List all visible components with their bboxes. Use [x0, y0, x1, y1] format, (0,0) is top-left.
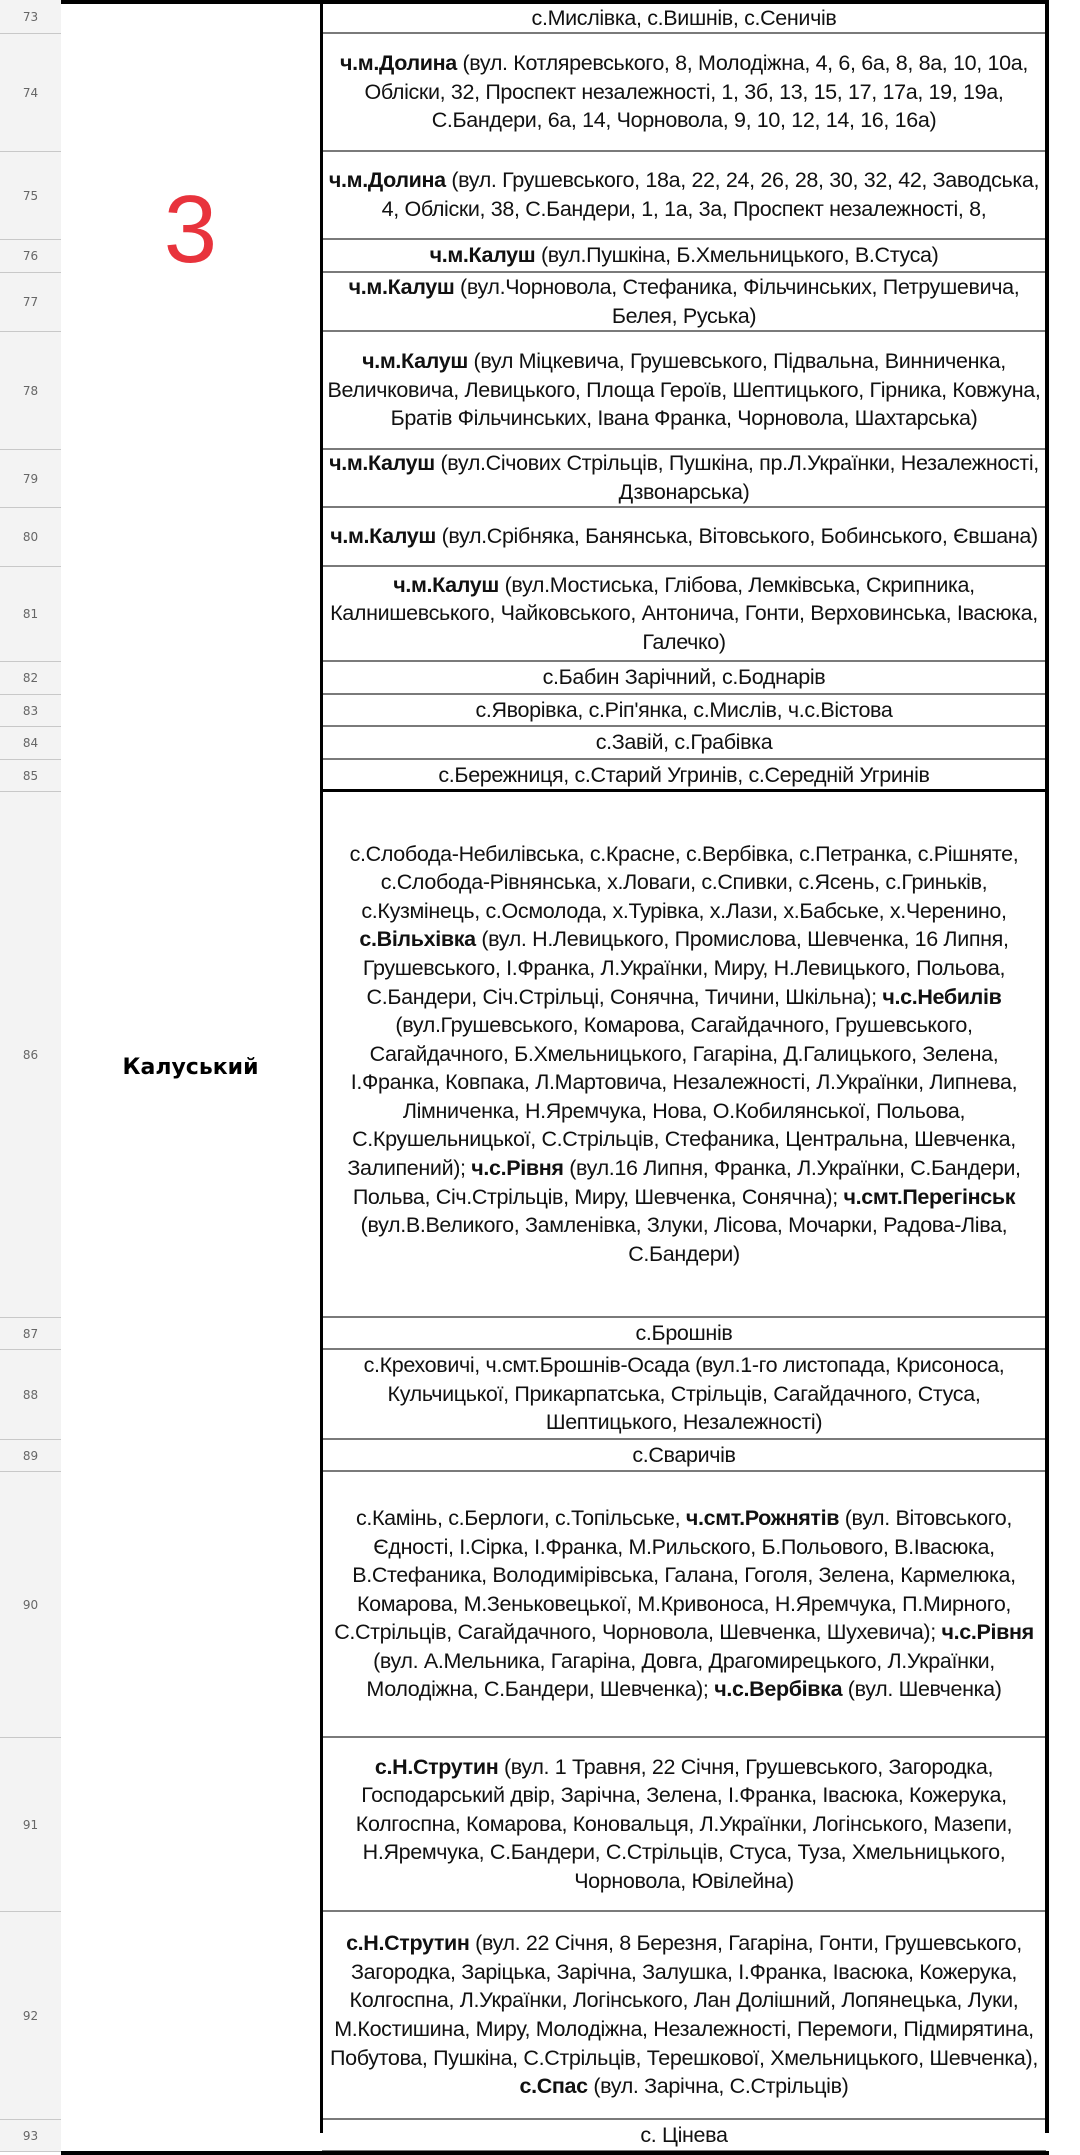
- cell-text: [430, 241, 939, 270]
- row-header[interactable]: 88: [0, 1350, 61, 1440]
- row-header[interactable]: 74: [0, 34, 61, 152]
- street-list: (вул.Січових Стрільців, Пушкіна, пр.Л.Українки, Незалежності, Дзвонарська): [434, 451, 1039, 504]
- address-cell[interactable]: [322, 1738, 1046, 1912]
- cell-text: [326, 273, 1042, 330]
- street-list: с.Креховичі, ч.смт.Брошнів-Осада (вул.1-го листопада, Крисоноса, Кульчицької, Прикарпатська, Стрільців, Сагайдачного, Стуса, Шептицького, Незалежності): [363, 1353, 1005, 1435]
- locality-name: ч.м.Калуш: [329, 451, 435, 476]
- street-list: (вул. 22 Січня, 8 Березня, Гагаріна, Гонти, Грушевського, Загородка, Заріцька, Зарічна, Залушка, І.Франка, Івасюка, Кожерука, Колгоспна, Л.Українки, Логінського, Лан Долішний, Лопянецька, Луки, М.Костишина, Миру, Молодіжна, Незалежності, Перемоги, Підмирятина, Побутова, Пушкіна, С.Стрільців, Терешкової, Хмельницького, Шевченка),: [330, 1931, 1038, 2070]
- address-cell[interactable]: [322, 273, 1046, 332]
- locality-name: с.Вільхівка: [359, 927, 476, 952]
- locality-name: ч.м.Калуш: [348, 274, 455, 299]
- cell-text: [640, 2121, 727, 2150]
- address-cell[interactable]: [322, 567, 1046, 662]
- cell-text: [438, 761, 929, 790]
- locality-name: с.Спас: [519, 2074, 588, 2099]
- cell-text: [326, 571, 1042, 657]
- row-header[interactable]: 76: [0, 240, 61, 273]
- cell-text: [326, 449, 1042, 506]
- cell-text: [326, 347, 1042, 433]
- row-header[interactable]: 89: [0, 1440, 61, 1472]
- street-list: (вул.Чорновола, Стефаника, Фільчинських, Петрушевича, Белея, Руська): [454, 274, 1020, 328]
- address-cell[interactable]: [322, 240, 1046, 273]
- row-header[interactable]: 80: [0, 508, 61, 567]
- cell-text: [636, 1319, 733, 1348]
- street-list: (вул. Вітовського, Єдності, І.Сірка, І.Франка, М.Рильского, Б.Польового, В.Івасюка, В.Стефаника, Володимірівська, Галана, Гоголя, Зелена, Кармелюка, Комарова, М.Зеньковецької, М.Кривоноса, Н.Яремчука, П.Мирного, С.Стрільців, Сагайдачного, Чорновола, Шевченка, Шухевича);: [334, 1505, 1016, 1645]
- locality-name: ч.с.Рівня: [471, 1156, 564, 1181]
- address-cell[interactable]: [322, 1912, 1046, 2120]
- street-list: с.Мислівка, с.Вишнів, с.Сеничів: [531, 5, 837, 30]
- street-list: с.Брошнів: [635, 1320, 733, 1345]
- cell-text: [632, 1441, 735, 1470]
- address-cell[interactable]: [322, 1440, 1046, 1472]
- address-cell[interactable]: [322, 508, 1046, 567]
- address-cell[interactable]: [322, 152, 1046, 240]
- locality-name: ч.м.Долина: [340, 51, 457, 76]
- address-cell[interactable]: [322, 1318, 1046, 1350]
- row-header[interactable]: 75: [0, 152, 61, 240]
- address-cell[interactable]: [322, 1350, 1046, 1440]
- cell-text: [475, 696, 892, 725]
- row-header[interactable]: 84: [0, 727, 61, 760]
- column-border-left: [320, 0, 323, 2133]
- cell-text: [330, 522, 1038, 551]
- row-header[interactable]: 90: [0, 1472, 61, 1738]
- row-header[interactable]: 91: [0, 1738, 61, 1912]
- row-header[interactable]: 92: [0, 1912, 61, 2120]
- address-cell[interactable]: [322, 2120, 1046, 2152]
- locality-name: ч.с.Небилів: [882, 984, 1002, 1009]
- locality-name: ч.с.Вербівка: [714, 1677, 843, 1702]
- street-list: (вул.В.Великого, Замленівка, Злуки, Лісова, Мочарки, Радова-Ліва, С.Бандери): [360, 1213, 1008, 1266]
- street-list: с.Яворівка, с.Ріп'янка, с.Мислів, ч.с.Вістова: [475, 697, 893, 722]
- row-header[interactable]: 85: [0, 760, 61, 792]
- street-list: (вул. Зарічна, С.Стрільців): [587, 2074, 849, 2099]
- locality-name: с.Н.Струтин: [374, 1754, 499, 1779]
- street-list: с.Камінь, с.Берлоги, с.Топільське,: [355, 1505, 686, 1530]
- cell-text: [326, 1929, 1042, 2101]
- cell-text: [532, 4, 837, 33]
- street-list: (вул. Грушевського, 18а, 22, 24, 26, 28, 30, 32, 42, Заводська, 4, Обліски, 38, С.Бандери, 1, 1а, 3а, Проспект незалежності, 8,: [381, 168, 1040, 221]
- address-cell[interactable]: [322, 1472, 1046, 1738]
- group-number: 3: [163, 176, 218, 283]
- locality-name: с.Н.Струтин: [346, 1931, 470, 1956]
- street-list: (вул. Котляревського, 8, Молодіжна, 4, 6, 6а, 8, 8а, 10, 10а, Обліски, 32, Проспект незалежності, 1, 3б, 13, 15, 17, 17а, 19, 19а, С.Бандери, 6а, 14, Чорновола, 9, 10, 12, 14, 16, 16а): [364, 51, 1028, 133]
- locality-name: ч.с.Рівня: [941, 1620, 1034, 1645]
- row-header[interactable]: 81: [0, 567, 61, 662]
- row-header[interactable]: 83: [0, 695, 61, 727]
- row-header[interactable]: 86: [0, 792, 61, 1318]
- row-header[interactable]: 82: [0, 662, 61, 695]
- address-cell[interactable]: [322, 695, 1046, 727]
- address-cell[interactable]: [322, 792, 1046, 1318]
- street-list: (вул.Пушкіна, Б.Хмельницького, В.Стуса): [535, 243, 939, 268]
- street-list: (вул. А.Мельника, Гагаріна, Довга, Драгомирецького, Л.Українки, Молодіжна, С.Бандери, Шевченка);: [366, 1648, 995, 1702]
- locality-name: ч.смт.Рожнятів: [685, 1505, 840, 1530]
- address-cell[interactable]: [322, 4, 1046, 34]
- street-list: с. Цінева: [640, 2122, 728, 2147]
- row-header[interactable]: 87: [0, 1318, 61, 1350]
- locality-name: ч.м.Калуш: [330, 524, 436, 549]
- district-name: Калуський: [122, 1055, 259, 1080]
- locality-name: ч.м.Калуш: [362, 349, 468, 374]
- street-list: (вул.16 Липня, Франка, Л.Українки, С.Бандери, Польва, Січ.Стрільців, Миру, Шевченка, Сонячна);: [352, 1156, 1021, 1209]
- column-border-right: [1045, 0, 1049, 2133]
- row-header[interactable]: 77: [0, 273, 61, 332]
- street-list: с.Бабин Зарічний, с.Боднарів: [542, 665, 826, 690]
- street-list: (вул Міцкевича, Грушевського, Підвальна, Винниченка, Величковича, Левицького, Площа Героїв, Шептицького, Гірника, Ковжуна, Братів Фільчинських, Івана Франка, Чорновола, Шахтарська): [327, 349, 1041, 431]
- street-list: (вул.Грушевського, Комарова, Сагайдачного, Грушевського, Сагайдачного, Б.Хмельницького, Гагаріна, Д.Галицького, Зелена, І.Франка, Ковпака, Л.Мартовича, Незалежності, Л.Українки, Липнева, Лімниченка, Н.Яремчука, Нова, О.Кобилянської, Польова, С.Крушельницької, С.Стрільців, Стефаника, Центральна, Шевченка, Залипений);: [347, 1013, 1018, 1181]
- address-cell[interactable]: [322, 450, 1046, 508]
- row-header[interactable]: 78: [0, 332, 61, 450]
- row-header[interactable]: 93: [0, 2120, 61, 2152]
- street-list: (вул. Шевченка): [842, 1677, 1002, 1702]
- locality-name: ч.смт.Перегінськ: [843, 1184, 1016, 1209]
- cell-text: [596, 728, 773, 757]
- cell-text: [326, 1753, 1042, 1896]
- cell-text: [326, 1504, 1042, 1704]
- address-cell[interactable]: [322, 662, 1046, 695]
- cell-text: [326, 840, 1042, 1269]
- row-header[interactable]: 73: [0, 0, 61, 34]
- cell-text: [543, 663, 826, 692]
- street-list: с.Сваричів: [632, 1442, 736, 1467]
- cell-text: [326, 49, 1042, 135]
- locality-name: ч.м.Калуш: [393, 572, 499, 597]
- address-cell[interactable]: [322, 34, 1046, 152]
- row-header[interactable]: 79: [0, 450, 61, 508]
- street-list: с.Завій, с.Грабівка: [595, 730, 773, 755]
- locality-name: ч.м.Калуш: [429, 243, 536, 268]
- street-list: (вул.Мостиська, Глібова, Лемківська, Скрипника, Калнишевського, Чайковського, Антонича, Гонти, Верховинська, Івасюка, Галечко): [330, 572, 1038, 654]
- street-list: (вул. Н.Левицького, Промислова, Шевченка, 16 Липня, Грушевського, І.Франка, Л.Українки, Миру, Н.Левицького, Польова, С.Бандери, Січ.Стрільці, Сонячна, Тичини, Шкільна);: [362, 927, 1009, 1009]
- cell-text: [326, 1351, 1042, 1437]
- locality-name: ч.м.Долина: [328, 168, 446, 193]
- street-list: (вул. 1 Травня, 22 Січня, Грушевського, Загородка, Господарський двір, Зарічна, Зелена, І.Франка, Івасюка, Кожерука, Колгоспна, Комарова, Коновальця, Л.Українки, Логінського, Мазепи, Н.Яремчука, С.Бандери, С.Стрільців, Стуса, Туза, Хмельницького, Чорновола, Ювілейна): [355, 1754, 1013, 1893]
- address-cell[interactable]: [322, 332, 1046, 450]
- row-86-top-border: [322, 789, 1046, 792]
- cell-text: [326, 166, 1042, 223]
- address-cell[interactable]: [322, 727, 1046, 760]
- street-list: с.Бережниця, с.Старий Угринів, с.Середній Угринів: [438, 762, 930, 787]
- address-cell[interactable]: [322, 760, 1046, 792]
- street-list: с.Слобода-Небилівська, с.Красне, с.Вербівка, с.Петранка, с.Рішняте, с.Слобода-Рівнянська, х.Ловаги, с.Спивки, с.Ясень, с.Гриньків, с.Кузмінець, с.Осмолода, х.Турівка, х.Лази, х.Бабське, х.Черенино,: [349, 841, 1019, 923]
- street-list: (вул.Срібняка, Банянська, Вітовського, Бобинського, Євшана): [435, 524, 1038, 549]
- table-bottom-border: [61, 2151, 1049, 2155]
